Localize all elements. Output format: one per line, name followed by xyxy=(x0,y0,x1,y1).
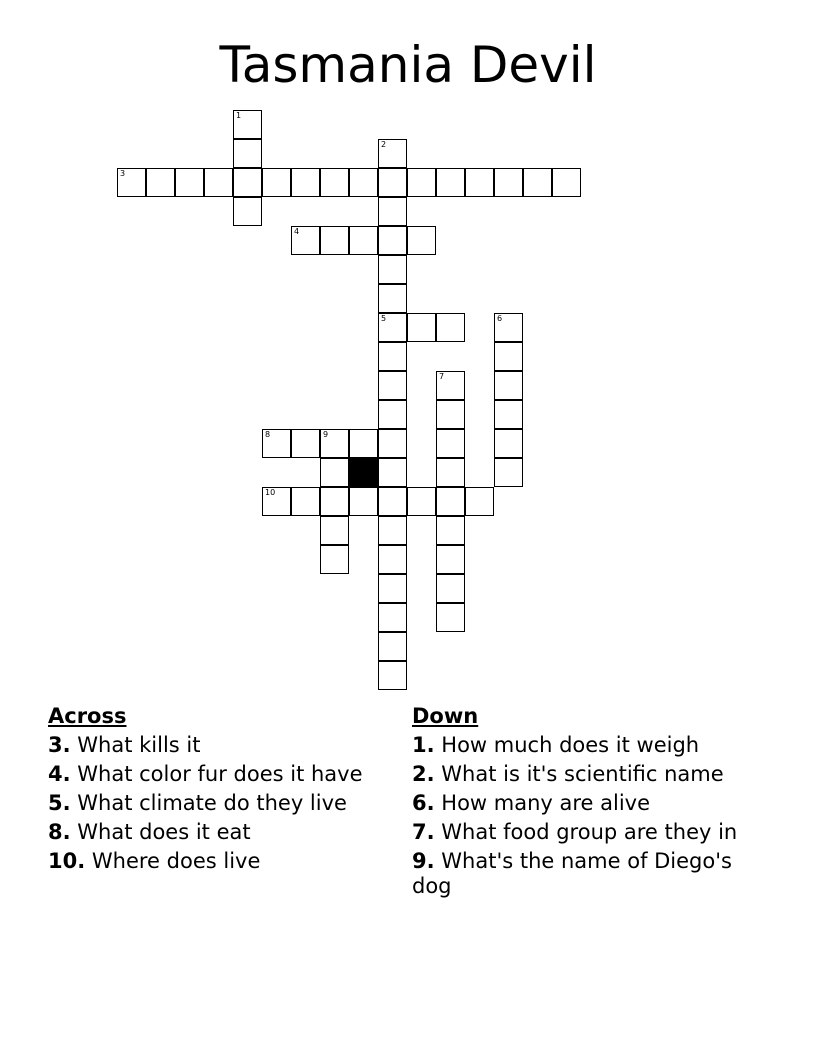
clue-text: How many are alive xyxy=(441,791,651,815)
grid-cell[interactable] xyxy=(436,168,465,197)
grid-cell[interactable] xyxy=(233,197,262,226)
grid-cell[interactable] xyxy=(320,458,349,487)
grid-cell[interactable] xyxy=(378,168,407,197)
clue-number: 10. xyxy=(48,849,86,873)
grid-cell[interactable] xyxy=(378,197,407,226)
grid-cell[interactable] xyxy=(378,429,407,458)
grid-cell[interactable] xyxy=(552,168,581,197)
clue-number-label: 3 xyxy=(120,169,126,178)
clue-text: Where does live xyxy=(91,849,261,873)
grid-cell[interactable] xyxy=(494,313,523,342)
grid-cell[interactable] xyxy=(378,255,407,284)
grid-cell[interactable] xyxy=(465,487,494,516)
grid-cell[interactable] xyxy=(291,487,320,516)
grid-cell[interactable] xyxy=(349,429,378,458)
grid-cell[interactable] xyxy=(262,487,291,516)
grid-cell[interactable] xyxy=(378,545,407,574)
clue-number-label: 9 xyxy=(323,430,329,439)
grid-cell[interactable] xyxy=(494,400,523,429)
grid-cell[interactable] xyxy=(378,603,407,632)
grid-cell[interactable] xyxy=(378,487,407,516)
down-clue xyxy=(412,733,752,758)
clue-number-label: 7 xyxy=(439,372,445,381)
clue-number: 8. xyxy=(48,820,71,844)
grid-cell[interactable] xyxy=(262,168,291,197)
grid-cell[interactable] xyxy=(407,226,436,255)
down-heading: Down xyxy=(412,704,479,728)
clue-number: 5. xyxy=(48,791,71,815)
grid-cell[interactable] xyxy=(320,487,349,516)
grid-cell[interactable] xyxy=(436,400,465,429)
grid-cell[interactable] xyxy=(320,429,349,458)
grid-cell[interactable] xyxy=(378,342,407,371)
clue-text: What's the name of Diego's dog xyxy=(412,849,732,898)
grid-cell[interactable] xyxy=(465,168,494,197)
across-clue xyxy=(48,791,388,816)
grid-cell[interactable] xyxy=(378,661,407,690)
grid-cell[interactable] xyxy=(378,632,407,661)
clue-text: What does it eat xyxy=(77,820,251,844)
clue-text: What climate do they live xyxy=(77,791,347,815)
down-clue xyxy=(412,820,752,845)
grid-cell[interactable] xyxy=(378,139,407,168)
down-clues xyxy=(412,703,752,899)
grid-cell[interactable] xyxy=(233,139,262,168)
grid-cell[interactable] xyxy=(378,371,407,400)
grid-cell[interactable] xyxy=(378,400,407,429)
clue-number: 1. xyxy=(412,733,435,757)
grid-cell[interactable] xyxy=(378,284,407,313)
clue-text: What kills it xyxy=(77,733,201,757)
grid-cell[interactable] xyxy=(233,110,262,139)
grid-cell[interactable] xyxy=(117,168,146,197)
grid-cell[interactable] xyxy=(494,342,523,371)
grid-cell[interactable] xyxy=(436,603,465,632)
grid-cell[interactable] xyxy=(378,516,407,545)
grid-cell[interactable] xyxy=(320,168,349,197)
grid-cell[interactable] xyxy=(407,313,436,342)
across-clues xyxy=(48,703,388,874)
clue-number-label: 10 xyxy=(265,488,276,497)
grid-cell[interactable] xyxy=(349,226,378,255)
grid-cell[interactable] xyxy=(291,168,320,197)
grid-cell[interactable] xyxy=(320,545,349,574)
clue-number-label: 1 xyxy=(236,111,242,120)
clue-number: 2. xyxy=(412,762,435,786)
grid-cell[interactable] xyxy=(523,168,552,197)
grid-cell[interactable] xyxy=(378,458,407,487)
across-clue xyxy=(48,733,388,758)
grid-cell[interactable] xyxy=(204,168,233,197)
grid-cell[interactable] xyxy=(436,487,465,516)
clue-number-label: 5 xyxy=(381,314,387,323)
grid-cell[interactable] xyxy=(349,168,378,197)
clue-text: How much does it weigh xyxy=(441,733,700,757)
grid-cell[interactable] xyxy=(262,429,291,458)
clue-text: What color fur does it have xyxy=(77,762,363,786)
grid-cell[interactable] xyxy=(291,226,320,255)
grid-cell[interactable] xyxy=(378,226,407,255)
down-clue xyxy=(412,762,752,787)
down-clue xyxy=(412,849,752,899)
grid-cell[interactable] xyxy=(494,429,523,458)
grid-cell[interactable] xyxy=(436,516,465,545)
down-clue xyxy=(412,791,752,816)
across-clue xyxy=(48,820,388,845)
across-clue xyxy=(48,849,388,874)
grid-cell[interactable] xyxy=(436,429,465,458)
clue-number-label: 2 xyxy=(381,140,387,149)
grid-cell[interactable] xyxy=(436,545,465,574)
grid-cell[interactable] xyxy=(436,458,465,487)
clue-number: 4. xyxy=(48,762,71,786)
clue-text: What is it's scientific name xyxy=(441,762,724,786)
across-clue xyxy=(48,762,388,787)
clue-text: What food group are they in xyxy=(441,820,738,844)
clue-number: 3. xyxy=(48,733,71,757)
grid-cell[interactable] xyxy=(494,371,523,400)
grid-cell[interactable] xyxy=(175,168,204,197)
grid-cell[interactable] xyxy=(378,313,407,342)
grid-cell[interactable] xyxy=(233,168,262,197)
grid-cell[interactable] xyxy=(378,574,407,603)
grid-cell[interactable] xyxy=(436,371,465,400)
grid-cell[interactable] xyxy=(494,168,523,197)
clue-number-label: 8 xyxy=(265,430,271,439)
black-cell xyxy=(349,458,378,487)
clue-number-label: 6 xyxy=(497,314,503,323)
grid-cell[interactable] xyxy=(436,574,465,603)
grid-cell[interactable] xyxy=(146,168,175,197)
grid-cell[interactable] xyxy=(407,168,436,197)
clue-number-label: 4 xyxy=(294,227,300,236)
clue-number: 9. xyxy=(412,849,435,873)
grid-cell[interactable] xyxy=(349,487,378,516)
grid-cell[interactable] xyxy=(436,313,465,342)
grid-cell[interactable] xyxy=(320,226,349,255)
across-heading: Across xyxy=(48,704,127,728)
grid-cell[interactable] xyxy=(494,458,523,487)
clue-number: 6. xyxy=(412,791,435,815)
grid-cell[interactable] xyxy=(320,516,349,545)
grid-cell[interactable] xyxy=(291,429,320,458)
clue-number: 7. xyxy=(412,820,435,844)
page-title: Tasmania Devil xyxy=(219,36,597,94)
grid-cell[interactable] xyxy=(407,487,436,516)
